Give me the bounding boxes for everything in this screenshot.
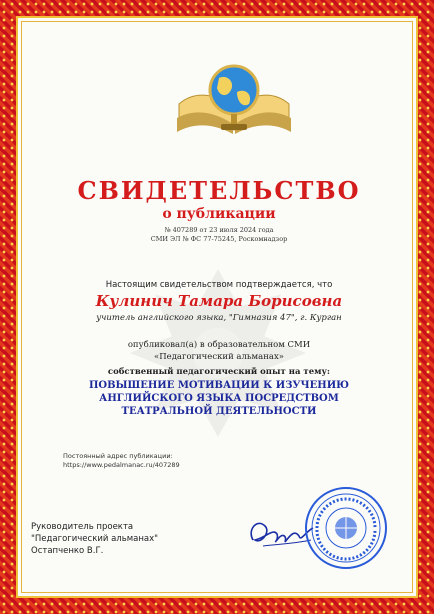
address-url[interactable]: https://www.pedalmanac.ru/407289	[63, 461, 180, 469]
signature-line-3: Остапченко В.Г.	[31, 546, 104, 556]
certificate-title: СВИДЕТЕЛЬСТВО	[77, 176, 361, 205]
certificate-body	[16, 16, 418, 598]
published-line-2: «Педагогический альманах»	[154, 352, 284, 362]
topic-line-1: ПОВЫШЕНИЕ МОТИВАЦИИ К ИЗУЧЕНИЮ	[88, 380, 350, 391]
seal-stamp-icon	[303, 485, 389, 571]
globe-book-emblem-icon	[175, 60, 293, 142]
address-label: Постоянный адрес публикации:	[63, 452, 173, 460]
experience-line: собственный педагогический опыт на тему:	[107, 367, 331, 377]
published-line-1: опубликовал(а) в образовательном СМИ	[127, 340, 311, 350]
certificate-subtitle: о публикации	[162, 206, 276, 222]
person-role: учитель английского языка, "Гимназия 47", г. Курган	[96, 313, 342, 323]
signature-line-1: Руководитель проекта	[31, 522, 134, 532]
confirm-text: Настоящим свидетельством подтверждается, что	[105, 280, 333, 290]
person-name: Кулинич Тамара Борисовна	[95, 292, 343, 310]
smi-registration: СМИ ЭЛ № ФС 77-75245, Роскомнадзор	[150, 235, 288, 243]
signature-line-2: "Педагогический альманах"	[31, 534, 159, 544]
topic-line-2: АНГЛИЙСКОГО ЯЗЫКА ПОСРЕДСТВОМ	[99, 393, 339, 404]
certificate-number: № 407289 от 23 июля 2024 года	[164, 226, 274, 234]
topic-line-3: ТЕАТРАЛЬНОЙ ДЕЯТЕЛЬНОСТИ	[121, 406, 317, 417]
